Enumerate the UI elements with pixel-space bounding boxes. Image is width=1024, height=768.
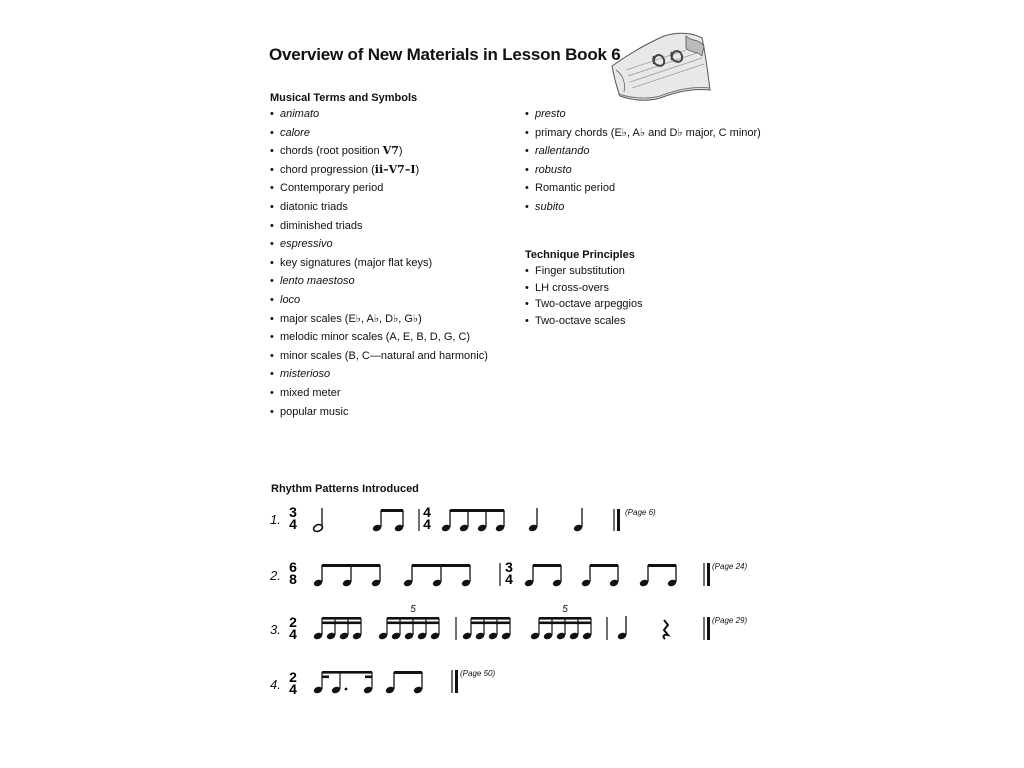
list-item-text: minor scales (B, C—natural and harmonic)	[280, 349, 488, 362]
time-signature-top: 3	[505, 559, 513, 575]
list-item-text-end: )	[415, 163, 420, 176]
list-item-text: Finger substitution	[535, 265, 625, 277]
list-item-text: robusto	[535, 163, 572, 176]
list-item-text: chords (root position	[280, 145, 383, 158]
list-item-text: Two-octave scales	[535, 314, 626, 327]
eighth-note-pair	[372, 509, 404, 532]
list-item-text: key signatures (major flat keys)	[280, 256, 433, 269]
chord-symbol: ii–V7–I	[374, 162, 416, 176]
sixteenth-quintuplet-group	[378, 604, 440, 640]
rhythm-pattern-4	[270, 669, 495, 697]
list-item-text-end: )	[398, 145, 403, 158]
time-signature-bottom: 8	[289, 571, 297, 587]
time-signature-bottom: 4	[423, 516, 431, 532]
tuplet-label: 5	[562, 604, 568, 615]
syncopated-sixteenth-group	[313, 671, 373, 694]
page-reference: (Page 29)	[712, 616, 748, 625]
time-signature-bottom: 4	[289, 516, 297, 532]
quarter-note	[528, 508, 538, 532]
time-signature-top: 3	[289, 504, 297, 520]
list-item-text: loco	[280, 293, 301, 306]
time-signature-top: 2	[289, 669, 297, 685]
eighth-note-pair	[385, 671, 423, 694]
page-reference: (Page 6)	[625, 508, 656, 517]
list-item-text: Two-octave arpeggios	[535, 298, 643, 310]
chord-symbol: V7	[382, 144, 399, 158]
list-item-text: major scales (E♭, A♭, D♭, G♭)	[280, 312, 422, 325]
eighth-note-pair	[524, 564, 562, 587]
time-signature-bottom: 4	[289, 626, 297, 642]
rhythm-pattern-3	[270, 604, 747, 642]
time-signature-bottom: 4	[289, 681, 297, 697]
list-item-text: subito	[535, 200, 565, 213]
eighth-note-triplet-group	[313, 564, 381, 587]
list-item-text: espressivo	[280, 238, 333, 251]
sixteenth-note-group	[313, 617, 362, 640]
eighth-note-triplet-group	[403, 564, 471, 587]
page-reference: (Page 50)	[460, 669, 496, 678]
pattern-number: 1.	[270, 512, 281, 527]
time-signature-top: 4	[423, 504, 431, 520]
rhythm-pattern-2	[269, 559, 747, 587]
list-item-text: misterioso	[280, 368, 331, 381]
rhythm-pattern-1	[270, 504, 656, 533]
list-item-text: lento maestoso	[280, 275, 355, 288]
quarter-note	[573, 508, 583, 532]
list-item-text: Contemporary period	[280, 182, 384, 195]
list-item-text: animato	[280, 108, 320, 120]
sixteenth-quintuplet-group	[530, 604, 592, 640]
eighth-note-group	[441, 509, 505, 532]
pattern-number: 2.	[270, 568, 281, 583]
list-item-text: calore	[280, 126, 310, 139]
list-item-text: diatonic triads	[280, 200, 348, 213]
rhythm-heading: Rhythm Patterns Introduced	[271, 483, 419, 495]
time-signature-top: 6	[289, 559, 297, 575]
list-item-text: primary chords (E♭, A♭ and D♭ major, C minor)	[535, 126, 761, 139]
pattern-number: 3.	[270, 622, 281, 637]
list-item-text: rallentando	[535, 145, 590, 158]
list-item-text: mixed meter	[280, 386, 341, 399]
eighth-note-pair	[581, 564, 619, 587]
list-item-text: presto	[535, 108, 566, 120]
technique-heading: Technique Principles	[525, 249, 635, 261]
pattern-number: 4.	[270, 677, 281, 692]
eighth-note-pair	[639, 564, 677, 587]
terms-heading: Musical Terms and Symbols	[270, 92, 418, 104]
list-item-text: chord progression (	[280, 163, 375, 176]
list-item-text: diminished triads	[280, 219, 363, 232]
quarter-rest	[664, 620, 668, 639]
list-item-text: popular music	[280, 405, 349, 418]
sixteenth-note-group	[462, 617, 511, 640]
list-item-text: LH cross-overs	[535, 281, 609, 294]
list-item-text: Romantic period	[535, 182, 616, 195]
page-title: Overview of New Materials in Lesson Book 6	[269, 45, 621, 64]
quarter-note	[617, 616, 627, 640]
time-signature-top: 2	[289, 614, 297, 630]
tuplet-label: 5	[410, 604, 416, 615]
time-signature-bottom: 4	[505, 571, 513, 587]
half-note	[313, 508, 324, 533]
list-item-text: melodic minor scales (A, E, B, D, G, C)	[280, 331, 471, 344]
page-reference: (Page 24)	[712, 562, 748, 571]
